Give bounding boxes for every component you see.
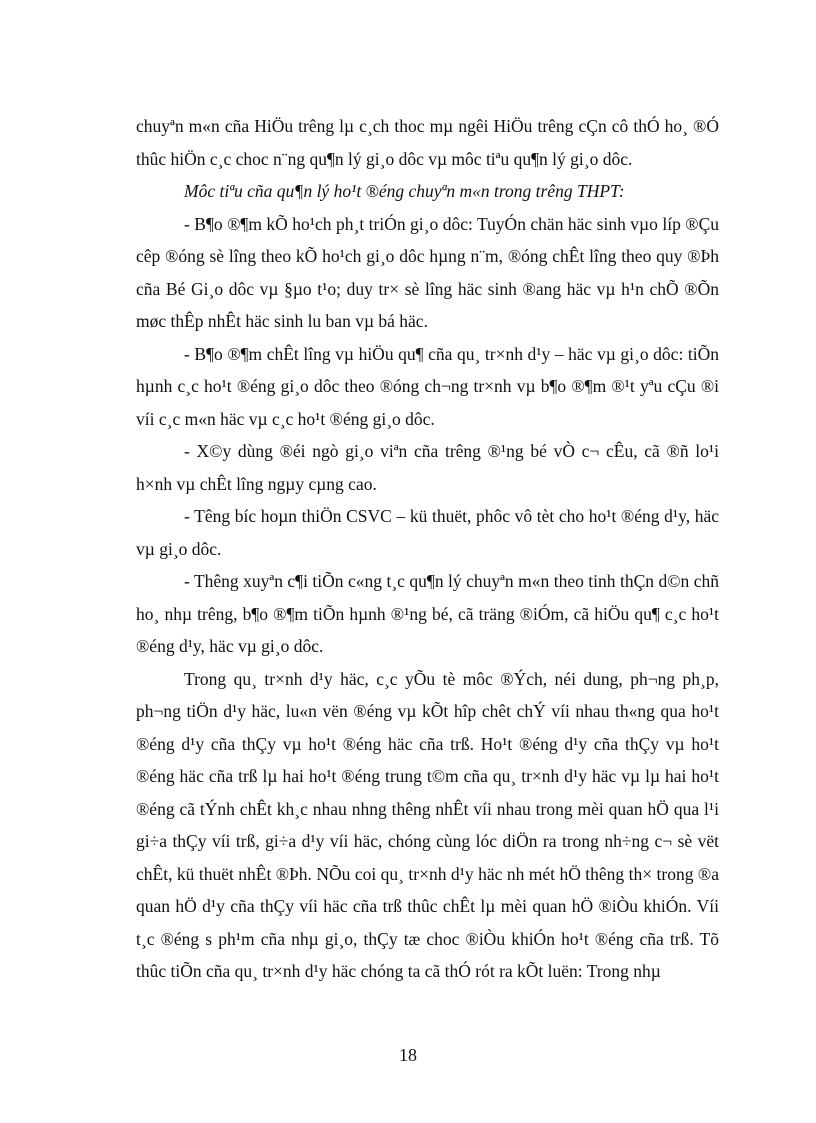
paragraph: - B¶o ®¶m kÕ ho¹ch ph¸t triÓn gi¸o dôc: TuyÓn chän häc sinh vµo líp ®Çu cêp ®óng sè lîng theo kÕ ho¹ch gi¸o dôc hµng n¨m, ®óng chÊt lîng theo quy ®Þh cña Bé Gi¸o dôc vµ §µo t¹o; duy tr× sè lîng häc sinh ®ang häc vµ h¹n chÕ ®Õn møc thÊp nhÊt häc sinh lu ban vµ bá häc.: [136, 213, 719, 331]
section-heading: Môc tiªu cña qu¶n lý ho¹t ®éng chuyªn m«n trong trêng THPT:: [184, 181, 625, 201]
paragraph: - Têng bíc hoµn thiÖn CSVC – kü thuët, phôc vô tèt cho ho¹t ®éng d¹y, häc vµ gi¸o dôc.: [136, 506, 719, 559]
page-number: 18: [399, 1045, 417, 1065]
paragraph: chuyªn m«n cña HiÖu trêng lµ c¸ch thoc mµ ngêi HiÖu trêng cÇn cô thÓ ho¸ ®Ó thûc hiÖn c¸c choc n¨ng qu¶n lý gi¸o dôc vµ môc tiªu qu¶n lý gi¸o dôc.: [136, 116, 719, 169]
paragraph: Trong qu¸ tr×nh d¹y häc, c¸c yÕu tè môc ®Ých, néi dung, ph¬ng ph¸p, ph¬ng tiÖn d¹y häc, lu«n vën ®éng vµ kÕt hîp chêt chÝ víi nhau th«ng qua ho¹t ®éng d¹y cña thÇy vµ ho¹t ®éng häc cña trß. Ho¹t ®éng d¹y cña thÇy vµ ho¹t ®éng häc cña trß lµ hai ho¹t ®éng trung t©m cña qu¸ tr×nh d¹y häc vµ lµ hai ho¹t ®éng cã tÝnh chÊt kh¸c nhau nhng thêng nhÊt víi nhau trong mèi quan hÖ qua l¹i gi÷a thÇy víi trß, gi÷a d¹y víi häc, chóng cùng lóc diÖn ra trong nh÷ng c¬ sè vët chÊt, kü thuët nhÊt ®Þh. NÕu coi qu¸ tr×nh d¹y häc nh mét hÖ thêng th× trong ®a quan hÖ d¹y cña thÇy víi häc cña trß thûc chÊt lµ mèi quan hÖ ®iÒu khiÓn. Víi t¸c ®éng s ph¹m cña nhµ gi¸o, thÇy tæ choc ®iÒu khiÓn ho¹t ®éng cña trß. Tõ thûc tiÕn cña qu¸ tr×nh d¹y häc chóng ta cã thÓ rót ra kÕt luën: Trong nhµ: [136, 668, 719, 981]
paragraph: - X©y dùng ®éi ngò gi¸o viªn cña trêng ®¹ng bé vÒ c¬ cÊu, cã ®ñ lo¹i h×nh vµ chÊt lîng ngµy cµng cao.: [136, 441, 719, 494]
body-text: [136, 110, 719, 988]
paragraph: - B¶o ®¶m chÊt lîng vµ hiÖu qu¶ cña qu¸ tr×nh d¹y – häc vµ gi¸o dôc: tiÕn hµnh c¸c ho¹t ®éng gi¸o dôc theo ®óng ch¬ng tr×nh vµ b¶o ®¶m ®¹t yªu cÇu ®i víi c¸c m«n häc vµ c¸c ho¹t ®éng gi¸o dôc.: [136, 343, 719, 429]
paragraph: - Thêng xuyªn c¶i tiÕn c«ng t¸c qu¶n lý chuyªn m«n theo tinh thÇn d©n chñ ho¸ nhµ trêng, b¶o ®¶m tiÕn hµnh ®¹ng bé, cã träng ®iÓm, cã hiÖu qu¶ c¸c ho¹t ®éng d¹y, häc vµ gi¸o dôc.: [136, 571, 719, 656]
